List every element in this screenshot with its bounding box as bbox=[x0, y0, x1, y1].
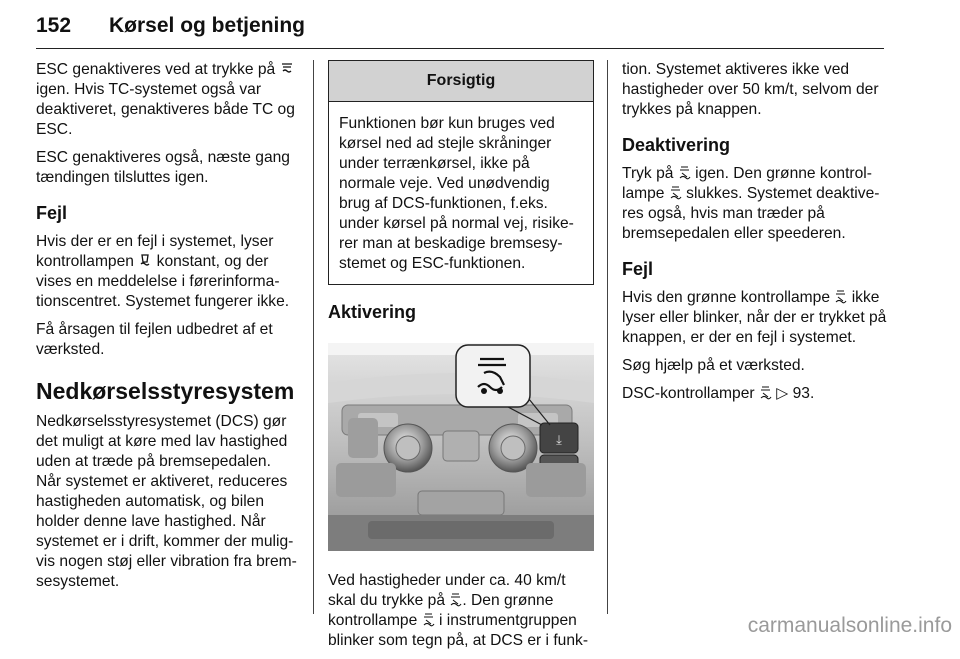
dcs-icon bbox=[759, 385, 772, 400]
watermark: carmanualsonline.info bbox=[747, 614, 952, 637]
dcs-icon bbox=[422, 612, 435, 627]
page-header bbox=[36, 8, 884, 49]
column-divider bbox=[313, 60, 314, 614]
paragraph: tion. Systemet aktiveres ikke ved hastigheder over 50 km/t, selvom der trykkes på knappen. bbox=[622, 61, 879, 118]
paragraph: Ved hastigheder under ca. 40 km/t skal du trykke på . Den grønne kontrollampe i instrumentgruppen blinker som tegn på, at DCS er i funk- bbox=[328, 572, 589, 649]
heading-aktivering: Aktivering bbox=[328, 302, 417, 322]
paragraph: ESC genaktiveres ved at trykke på igen. Hvis TC-systemet også var deaktiveret, genaktiveres både TC og ESC. bbox=[36, 61, 295, 138]
column-2 bbox=[328, 60, 594, 659]
dcs-icon bbox=[449, 592, 462, 607]
page-number: 152 bbox=[36, 14, 72, 37]
heading-fejl: Fejl bbox=[36, 203, 68, 223]
cross-reference-link[interactable]: 93. bbox=[792, 385, 815, 402]
caution-title: Forsigtig bbox=[329, 61, 593, 102]
column-1 bbox=[36, 60, 302, 600]
traction-warning-icon bbox=[138, 253, 152, 268]
svg-text:⤓: ⤓ bbox=[556, 433, 562, 448]
esc-off-icon bbox=[280, 61, 294, 76]
center-console-photo bbox=[328, 343, 594, 551]
paragraph: Hvis den grønne kontrollampe ikke lyser eller blinker, når der er trykket på knappen, er der en fejl i systemet. bbox=[622, 289, 887, 346]
paragraph: Søg hjælp på et værksted. bbox=[622, 357, 805, 374]
dcs-icon bbox=[834, 289, 847, 304]
page-title: Kørsel og betjening bbox=[109, 14, 306, 37]
dcs-icon bbox=[669, 185, 682, 200]
paragraph: ESC genaktiveres også, næste gang tændingen tilsluttes igen. bbox=[36, 149, 290, 186]
heading-fejl: Fejl bbox=[622, 259, 654, 279]
paragraph: DSC-kontrollamper ▷ 93. bbox=[622, 385, 815, 402]
heading-nedkorselsstyresystem: Nedkørselsstyresystem bbox=[36, 378, 295, 404]
column-divider bbox=[607, 60, 608, 614]
caution-box bbox=[328, 60, 594, 285]
paragraph: Få årsagen til fejlen udbedret af et værksted. bbox=[36, 321, 273, 358]
paragraph: Hvis der er en fejl i systemet, lyser kontrollampen konstant, og der vises en meddelelse i førerinforma- tionscentret. Systemet fungerer ikke. bbox=[36, 233, 290, 310]
caution-text: Funktionen bør kun bruges ved kørsel ned ad stejle skråninger under terrænkørsel, ikke på normale veje. Ved unødvendig brug af DCS-funktionen, f.eks. under kørsel på normal vej, risike- rer man at beskadige bremsesy- stemet og ESC-funktionen. bbox=[339, 115, 574, 272]
column-3 bbox=[622, 60, 888, 412]
dcs-icon bbox=[678, 165, 691, 180]
paragraph: Tryk på igen. Den grønne kontrol- lampe slukkes. Systemet deaktive- res også, hvis man træder på bremsepedalen eller speederen. bbox=[622, 165, 880, 242]
cross-reference-arrow-icon[interactable]: ▷ bbox=[776, 385, 789, 402]
paragraph: Nedkørselsstyresystemet (DCS) gør det muligt at køre med lav hastighed uden at træde på bremsepedalen. Når systemet er aktiveret, reduceres hastigheden automatisk, og bilen holder denne lave hastighed. Når systemet er i drift, kommer der mulig- vis nogen støj eller vibration fra brem- sesystemet. bbox=[36, 413, 297, 590]
heading-deaktivering: Deaktivering bbox=[622, 135, 731, 155]
